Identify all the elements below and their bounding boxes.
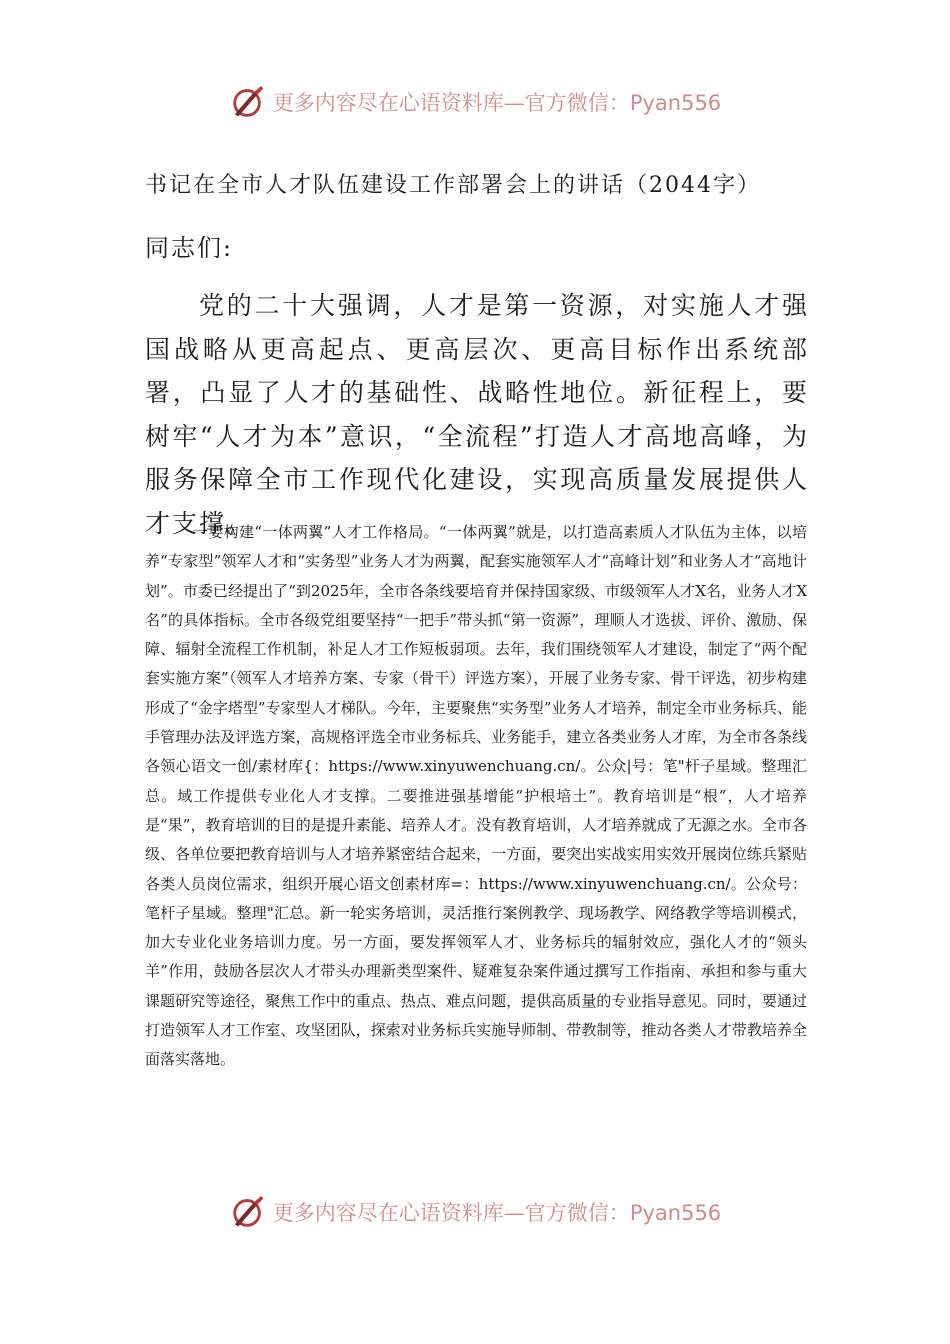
lead-paragraph: 党的二十大强调，人才是第一资源，对实施人才强国战略从更高起点、更高层次、更高目标作出系统部署，凸显了人才的基础性、战略性地位。新征程上，要树牢“人才为本”意识，“全流程”打造人才高地高峰，为服务保障全市工作现代化建设，实现高质量发展提供人才支撑。 — [145, 291, 809, 538]
salutation: 同志们: — [145, 234, 234, 262]
brush-pen-logo-icon — [229, 1193, 267, 1231]
body-paragraph: 一要构建“一体两翼”人才工作格局。“一体两翼”就是，以打造高素质人才队伍为主体，以培养“专家型”领军人才和“实务型”业务人才为两翼，配套实施领军人才“高峰计划”和业务人才“高地计划”。市委已经提出了“到2025年，全市各条线要培育并保持国家级、市级领军人才X名，业务人才X名”的具体指标。全市各级党组要坚持“一把手”带头抓“第一资源”，理顺人才选拔、评价、激励、保障、辐射全流程工作机制，补足人才工作短板弱项。去年，我们围绕领军人才建设，制定了“两个配套实施方案”（领军人才培养方案、专家（骨干）评选方案），开展了业务专家、骨干评选，初步构建形成了“金字塔型”专家型人才梯队。今年，主要聚焦“实务型”业务人才培养，制定全市业务标兵、能手管理办法及评选方案，高规格评选全市业务标兵、业务能手，建立各类业务人才库，为全市各条线各领心语文一创/素材库{：https://www.xinyuwenchuang.cn/。公众|号：笔"杆子星域。整理汇总。域工作提供专业化人才支撑。二要推进强基增能“护根培土”。教育培训是“根”，人才培养是“果”，教育培训的目的是提升素能、培养人才。没有教育培训，人才培养就成了无源之水。全市各级、各单位要把教育培训与人才培养紧密结合起来，一方面，要突出实战实用实效开展岗位练兵紧贴各类人员岗位需求，组织开展心语文创素材库=：https://www.xinyuwenchuang.cn/。公众号：笔杆子星域。整理"汇总。新一轮实务培训，灵活推行案例教学、现场教学、网络教学等培训模式，加大专业化业务培训力度。另一方面，要发挥领军人才、业务标兵的辐射效应，强化人才的“领头羊”作用，鼓励各层次人才带头办理新类型案件、疑难复杂案件通过撰写工作指南、承担和参与重大课题研究等途径，聚焦工作中的重点、热点、难点问题，提供高质量的专业指导意见。同时，要通过打造领军人才工作室、攻坚团队，探索对业务标兵实施导师制、带教制等，推动各类人才带教培养全面落实落地。 — [145, 523, 807, 1069]
banner-text: 更多内容尽在心语资料库—官方微信：Pyan556 — [272, 91, 722, 115]
brush-pen-logo-icon — [229, 83, 267, 121]
document-title: 书记在全市人才队伍建设工作部署会上的讲话（2044字） — [145, 173, 761, 198]
footer-banner — [0, 1192, 950, 1232]
header-banner — [0, 82, 950, 122]
banner-text: 更多内容尽在心语资料库—官方微信：Pyan556 — [272, 1201, 722, 1225]
